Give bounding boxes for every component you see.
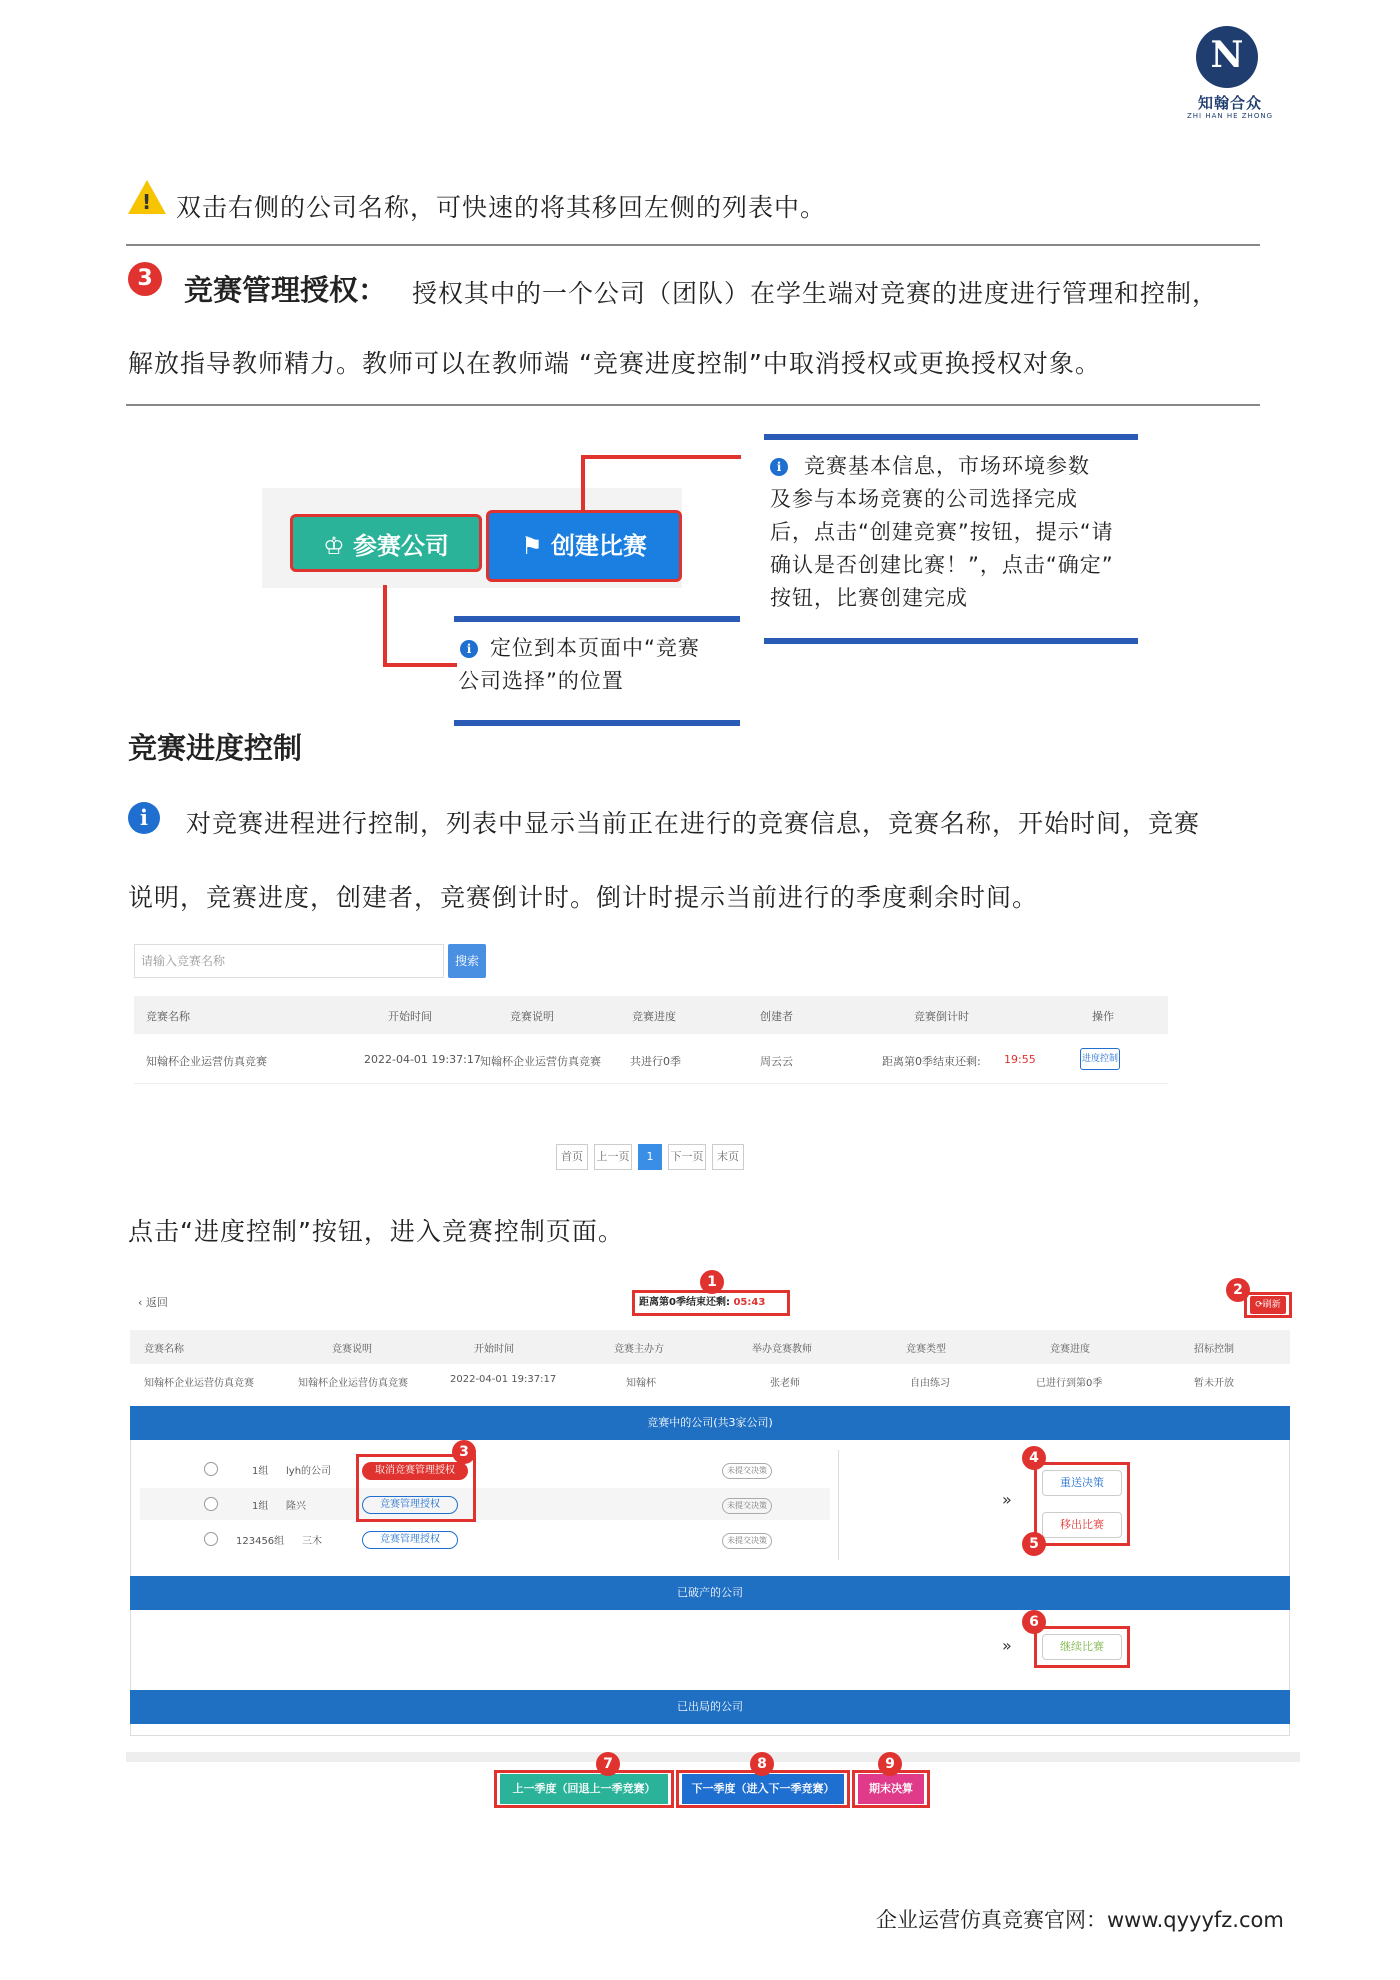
note-line: 竞赛基本信息，市场环境参数 [804, 454, 1090, 478]
col-header: 举办竞赛教师 [752, 1344, 812, 1355]
eliminated-companies-bar: 已出局的公司 [130, 1690, 1290, 1724]
marker-2: 2 [1226, 1278, 1250, 1302]
pager-last[interactable]: 末页 [712, 1144, 744, 1170]
progress-control-button[interactable]: 进度控制 [1080, 1048, 1120, 1070]
company-group: 1组 [252, 1501, 269, 1512]
decision-status: 未提交决策 [722, 1463, 772, 1479]
divider [126, 244, 1260, 246]
logo-mark [1196, 26, 1258, 88]
col-header: 创建者 [760, 1010, 793, 1023]
col-header: 开始时间 [388, 1010, 432, 1023]
marker-3: 3 [452, 1440, 476, 1464]
col-header: 招标控制 [1194, 1344, 1234, 1355]
footer-website: 企业运营仿真竞赛官网：www.qyyyfz.com [876, 1908, 1284, 1932]
note-bottom-bar [454, 720, 740, 726]
trophy-icon: ♔ [323, 532, 353, 560]
cell-start: 2022-04-01 19:37:17 [364, 1053, 481, 1066]
marker-5: 5 [1022, 1532, 1046, 1556]
marker-7: 7 [596, 1752, 620, 1776]
note-bottom-bar [764, 638, 1138, 644]
company-button-label: 参赛公司 [352, 532, 449, 560]
info-table-header [130, 1330, 1290, 1364]
click-hint-text: 点击“进度控制”按钮，进入竞赛控制页面。 [128, 1217, 624, 1246]
cell: 已进行到第0季 [1036, 1378, 1103, 1389]
company-logo [1180, 26, 1280, 126]
col-header: 竞赛名称 [146, 1010, 190, 1023]
pager-page-1[interactable]: 1 [638, 1144, 662, 1170]
col-header: 竞赛倒计时 [914, 1010, 969, 1023]
search-button[interactable]: 搜索 [448, 944, 486, 978]
cell-progress: 共进行0季 [630, 1055, 681, 1068]
marker-9: 9 [878, 1752, 902, 1776]
col-header: 竞赛类型 [906, 1344, 946, 1355]
cell: 张老师 [770, 1378, 800, 1389]
cell: 自由练习 [910, 1378, 950, 1389]
resend-decision-button[interactable]: 重送决策 [1042, 1470, 1122, 1496]
company-group: 123456组 [236, 1536, 285, 1547]
col-header: 竞赛进度 [632, 1010, 676, 1023]
highlight-frame [356, 1454, 476, 1522]
connector-line [383, 663, 457, 667]
column-divider [838, 1450, 839, 1560]
note-line: 确认是否创建比赛！”，点击“确定” [770, 553, 1114, 577]
note-line: 定位到本页面中“竞赛 [490, 636, 700, 660]
cell: 知翰杯 [626, 1378, 656, 1389]
chevron-left-icon: ‹ [138, 1296, 146, 1309]
back-link[interactable] [138, 1294, 168, 1310]
note-line: 及参与本场竞赛的公司选择完成 [770, 487, 1078, 511]
cell: 知翰杯企业运营仿真竞赛 [298, 1378, 408, 1389]
marker-6: 6 [1022, 1610, 1046, 1634]
create-button-label: 创建比赛 [550, 532, 647, 560]
tip-text: 双击右侧的公司名称，可快速的将其移回左侧的列表中。 [176, 193, 827, 222]
marker-1: 1 [700, 1270, 724, 1294]
pager-first[interactable]: 首页 [556, 1144, 588, 1170]
pager-prev[interactable]: 上一页 [594, 1144, 632, 1170]
section-number-badge: 3 [128, 262, 162, 296]
connector-line [581, 455, 585, 511]
cell-name: 知翰杯企业运营仿真竞赛 [146, 1055, 267, 1068]
company-radio[interactable] [204, 1532, 218, 1546]
decision-status: 未提交决策 [722, 1533, 772, 1549]
pager-next[interactable]: 下一页 [668, 1144, 706, 1170]
cell-countdown-value: 19:55 [1004, 1053, 1036, 1066]
col-header: 开始时间 [474, 1344, 514, 1355]
countdown-label: 距离第0季结束还剩: [639, 1297, 730, 1308]
companies-panel [130, 1406, 1290, 1736]
section-text-line1: 授权其中的一个公司（团队）在学生端对竞赛的进度进行管理和控制， [412, 279, 1219, 308]
section-text-line2: 解放指导教师精力。教师可以在教师端 “竞赛进度控制”中取消授权或更换授权对象。 [128, 349, 1101, 378]
cell-countdown-label: 距离第0季结束还剩: [882, 1055, 981, 1068]
countdown-value: 05:43 [733, 1297, 766, 1308]
col-header: 竞赛说明 [510, 1010, 554, 1023]
note-top-bar [764, 434, 1138, 440]
note-line: 后，点击“创建竞赛”按钮，提示“请 [770, 520, 1114, 544]
connector-line [383, 585, 387, 667]
col-header: 竞赛名称 [144, 1344, 184, 1355]
info-icon: i [460, 640, 478, 658]
refresh-button[interactable] [1250, 1296, 1286, 1314]
next-quarter-button[interactable]: 下一季度（进入下一季竞赛） [682, 1774, 844, 1804]
logo-letter: N [1210, 34, 1244, 76]
cell-creator: 周云云 [760, 1055, 793, 1068]
note-line: 按钮，比赛创建完成 [770, 586, 968, 610]
intro-line2: 说明，竞赛进度，创建者，竞赛倒计时。倒计时提示当前进行的季度剩余时间。 [128, 883, 1039, 912]
note-right [770, 450, 1140, 615]
back-label: 返回 [145, 1296, 168, 1309]
remove-from-match-button[interactable]: 移出比赛 [1042, 1512, 1122, 1538]
grant-auth-button[interactable]: 竞赛管理授权 [362, 1496, 458, 1514]
cell: 知翰杯企业运营仿真竞赛 [144, 1378, 254, 1389]
info-icon: i [770, 458, 788, 476]
company-name: 三木 [302, 1536, 322, 1547]
cell: 2022-04-01 19:37:17 [450, 1374, 557, 1385]
create-match-button[interactable] [486, 510, 682, 582]
connector-line [581, 455, 741, 459]
cell-desc: 知翰杯企业运营仿真竞赛 [480, 1055, 601, 1068]
company-button[interactable] [290, 514, 482, 572]
continue-match-button[interactable]: 继续比赛 [1042, 1634, 1122, 1660]
footer-strip [126, 1752, 1300, 1762]
company-group: 1组 [252, 1466, 269, 1477]
section-title-progress: 竞赛进度控制 [128, 731, 303, 765]
divider [126, 404, 1260, 406]
section-title-auth: 竞赛管理授权： [184, 273, 388, 307]
logo-name: 知翰合众 [1197, 94, 1262, 112]
move-arrow-icon[interactable]: » [1002, 1490, 1012, 1509]
col-header: 操作 [1092, 1010, 1114, 1023]
company-radio[interactable] [204, 1497, 218, 1511]
logo-subtitle: ZHI HAN HE ZHONG [1186, 112, 1273, 120]
search-input[interactable]: 请输入竞赛名称 [134, 944, 444, 978]
note-bottom [458, 632, 748, 698]
refresh-icon: ⟳ [1255, 1300, 1263, 1310]
marker-8: 8 [750, 1752, 774, 1776]
refresh-label: 刷新 [1262, 1300, 1281, 1310]
revoke-auth-button[interactable]: 取消竞赛管理授权 [362, 1462, 468, 1480]
col-header: 竞赛说明 [332, 1344, 372, 1355]
move-arrow-icon[interactable]: » [1002, 1636, 1012, 1655]
decision-status: 未提交决策 [722, 1498, 772, 1514]
company-name: lyh的公司 [286, 1466, 332, 1477]
final-settlement-button[interactable]: 期末决算 [858, 1774, 924, 1804]
col-header: 竞赛进度 [1050, 1344, 1090, 1355]
grant-auth-button[interactable]: 竞赛管理授权 [362, 1531, 458, 1549]
warning-mark: ! [142, 190, 152, 214]
cell: 暂未开放 [1194, 1378, 1234, 1389]
company-name: 隆兴 [286, 1501, 306, 1512]
note-line: 公司选择”的位置 [458, 669, 624, 693]
info-icon: i [128, 802, 160, 834]
bankrupt-companies-bar: 已破产的公司 [130, 1576, 1290, 1610]
marker-4: 4 [1022, 1446, 1046, 1470]
company-radio[interactable] [204, 1462, 218, 1476]
col-header: 竞赛主办方 [614, 1344, 664, 1355]
prev-quarter-button[interactable]: 上一季度（回退上一季竞赛） [500, 1774, 668, 1804]
note-top-bar [454, 616, 740, 622]
active-companies-bar: 竞赛中的公司(共3家公司) [130, 1406, 1290, 1440]
intro-line1: 对竞赛进程进行控制，列表中显示当前正在进行的竞赛信息，竞赛名称，开始时间，竞赛 [186, 809, 1201, 838]
flag-icon: ⚑ [521, 532, 551, 560]
